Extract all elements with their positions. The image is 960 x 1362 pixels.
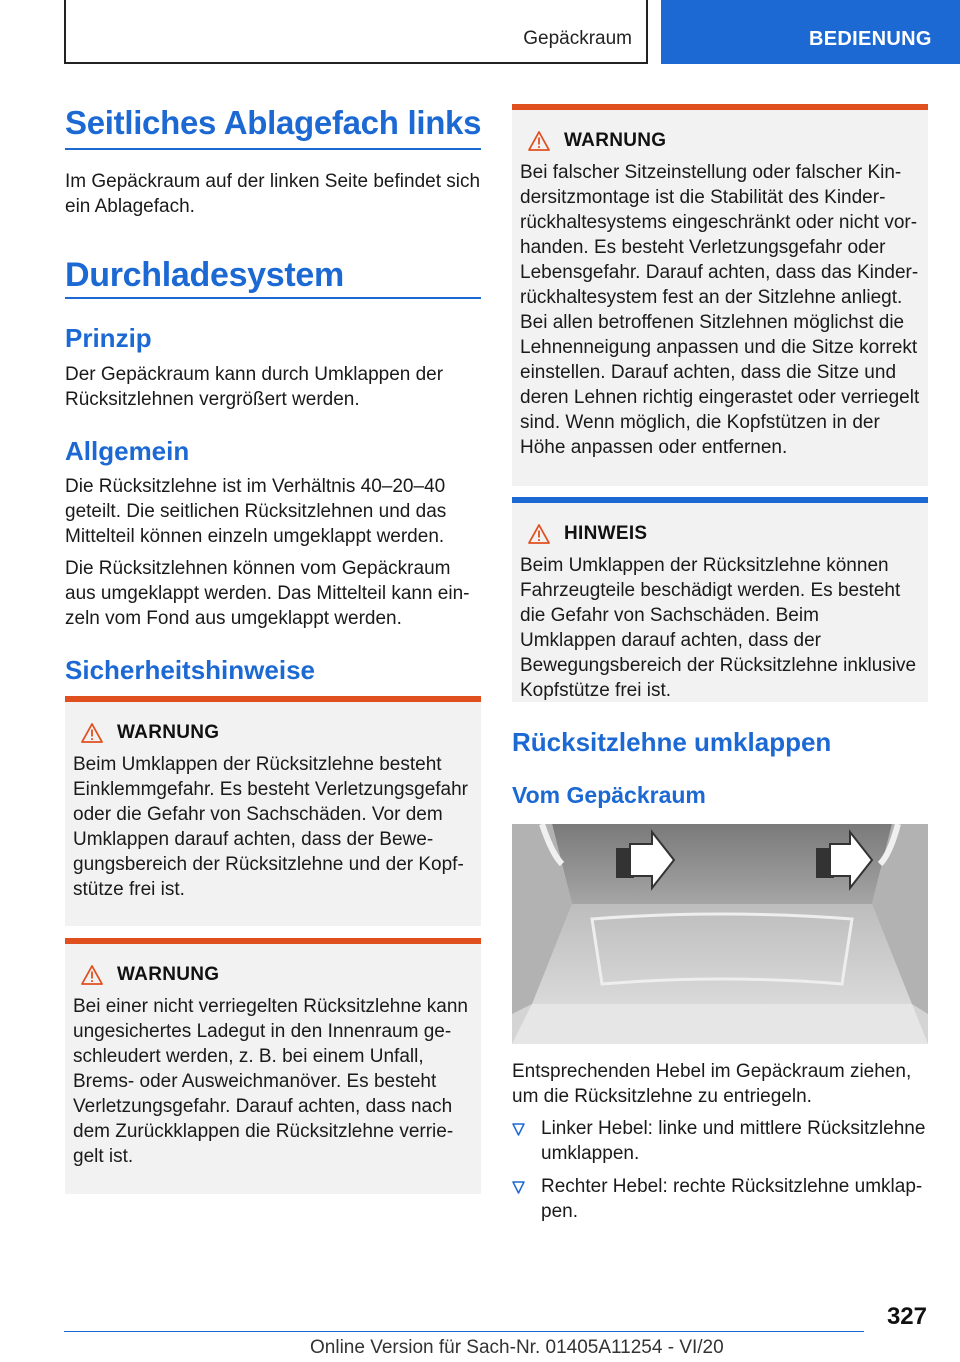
paragraph-allgemein-2: Die Rücksitzlehnen können vom Gepäckraum aus umgeklappt werden. Das Mittelteil kann ein‐zeln vom Fond aus umgeklappt werden. [65, 558, 470, 629]
heading-vom-gepaeckraum: Vom Gepäckraum [512, 782, 706, 808]
paragraph-ablagefach: Im Gepäckraum auf der linken Seite befindet sich ein Ablagefach. [65, 171, 481, 217]
bullet-triangle-icon [512, 1123, 525, 1136]
footer-rule [64, 1331, 864, 1332]
list-item-text: Linker Hebel: linke und mittlere Rücksitzlehne umklappen. [541, 1118, 926, 1164]
paragraph-prinzip: Der Gepäckraum kann durch Umklappen der Rücksitzlehnen vergrößert werden. [65, 364, 444, 410]
warning-text: Beim Umklappen der Rücksitzlehne besteht Einklemmgefahr. Es besteht Verletzungsgefahr oder die Gefahr von Sachschäden. Vor dem Umklappen darauf achten, dass der Bewe‐gungsbereich der Rücksitzlehne und der Kopf‐stütze frei ist. [73, 754, 469, 900]
header-chapter-tab [661, 0, 960, 64]
paragraph-allgemein-1: Die Rücksitzlehne ist im Verhältnis 40–20–40 geteilt. Die seitlichen Rücksitzlehnen und das Mittelteil können einzeln umgeklappt werden. [65, 476, 447, 547]
heading-durchladesystem: Durchladesystem [65, 256, 344, 294]
header-section-title: Gepäckraum [523, 28, 632, 49]
paragraph-hebel: Entsprechenden Hebel im Gepäckraum ziehen, um die Rücksitzlehne zu entriegeln. [512, 1061, 912, 1107]
warning-triangle-icon [81, 965, 103, 985]
list-item [512, 1116, 930, 1166]
warning-title: WARNUNG [117, 722, 220, 743]
warning-box-1 [65, 696, 481, 926]
header-section-tab [64, 0, 648, 64]
heading-rule [65, 148, 481, 150]
trunk-photo [512, 824, 928, 1044]
header-chapter-title: BEDIENUNG [809, 28, 932, 50]
heading-sicherheitshinweise: Sicherheitshinweise [65, 655, 315, 685]
warning-triangle-icon [81, 723, 103, 743]
trunk-illustration [512, 824, 928, 1044]
note-title: HINWEIS [564, 523, 648, 544]
heading-allgemein: Allgemein [65, 436, 190, 466]
warning-triangle-icon [528, 524, 550, 544]
warning-title: WARNUNG [117, 964, 220, 985]
warning-box-3 [512, 104, 928, 486]
lever-list [512, 1116, 930, 1232]
heading-ablagefach: Seitliches Ablagefach links [65, 104, 482, 141]
warning-text: Bei falscher Sitzeinstellung oder falscher Kin‐dersitzmontage ist die Stabilität des Kinder‐rückhaltesystems eingeschränkt oder nicht vor‐handen. Es besteht Verletzungsgefahr oder Lebensgefahr. Darauf achten, dass das Kinder‐rückhaltesystem fest an der Sitzlehne anliegt. Bei allen betroffenen Sitzlehnen möglichst die Lehnenneigung anpassen und die Sitze korrekt einstellen. Darauf achten, dass die Sitze und deren Lehnen richtig eingerastet oder verriegelt sind. Wenn möglich, die Kopfstützen in der Höhe anpassen oder entfernen. [520, 162, 920, 458]
page-number: 327 [886, 1303, 927, 1330]
heading-ruecksitzlehne-umklappen: Rücksitzlehne umklappen [512, 727, 832, 757]
list-item [512, 1174, 930, 1224]
warning-text: Bei einer nicht verriegelten Rücksitzlehne kann ungesichertes Ladegut in den Innenraum ge‐schleudert werden, z. B. bei einem Unfall, Brems- oder Ausweichmanöver. Es besteht Verletzungsgefahr. Darauf achten, dass nach dem Zurückklappen die Rücksitzlehne verrie‐gelt ist. [73, 996, 468, 1167]
list-item-text: Rechter Hebel: rechte Rücksitzlehne umklap‐pen. [541, 1176, 923, 1222]
note-box [512, 497, 928, 702]
warning-title: WARNUNG [564, 130, 667, 151]
bullet-triangle-icon [512, 1181, 525, 1194]
footer-online-version: Online Version für Sach-Nr. 01405A11254 - VI/20 [310, 1337, 724, 1358]
warning-triangle-icon [528, 131, 550, 151]
heading-rule [65, 297, 481, 299]
note-text: Beim Umklappen der Rücksitzlehne können Fahrzeugteile beschädigt werden. Es besteht die Gefahr von Sachschäden. Beim Umklappen darauf achten, dass der Bewegungsbereich der Rücksitzlehne inklusive Kopfstütze frei ist. [520, 555, 917, 701]
heading-prinzip: Prinzip [65, 323, 152, 353]
warning-box-2 [65, 938, 481, 1194]
